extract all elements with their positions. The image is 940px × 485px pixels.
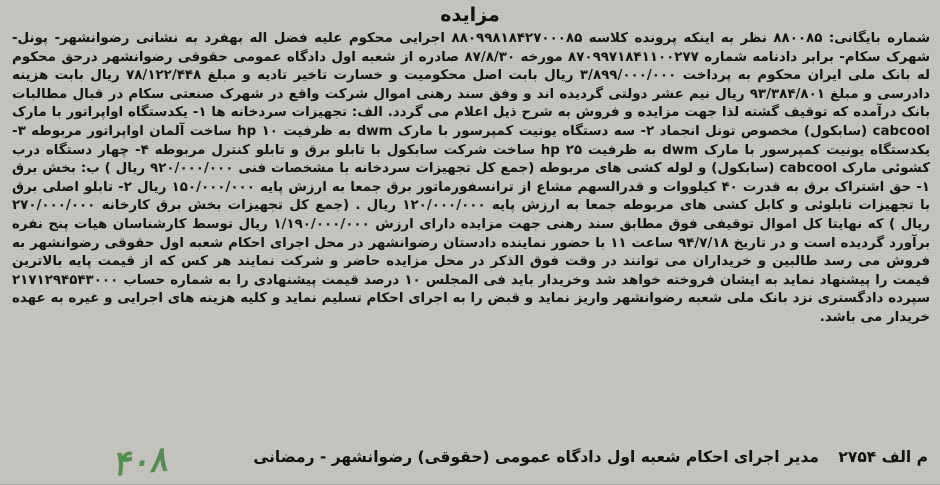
notice-signature: مدیر اجرای احکام شعبه اول دادگاه عمومی (حقوقی) رضوانشهر - رمضانی [253,448,819,466]
handwritten-stamp: ۴۰۸ [110,439,169,485]
notice-number: م الف ۲۷۵۴ [838,448,928,466]
notice-footer [24,448,928,474]
notice-body: شماره بایگانی: ۸۸۰۰۸۵ نظر به اینکه پرونده کلاسه ۸۸۰۹۹۸۱۸۴۲۷۰۰۰۸۵ اجرایی محکوم علیه فضل اله بهفرد به نشانی رضوانشهر- پونل- شهرک سکام- برابر دادنامه شماره ۸۷۰۹۹۷۱۸۴۱۱۰۰۲۷۷ مورخه ۸۷/۸/۳۰ صادره از شعبه اول دادگاه عمومی حقوقی رضوانشهر درحق محکوم له بانک ملی ایران محکوم به پرداخت ۳/۸۹۹/۰۰۰/۰۰۰ ریال بابت اصل محکومیت و خسارت تاخیر تادیه و مبلغ ۷۸/۱۲۲/۴۴۸ ریال بابت هزینه دادرسی و مبلغ ۹۳/۳۸۴/۸۰۱ ریال نیم عشر دولتی گردیده اند و وفق سند رهنی اموال شرکت واقع در شهرک صنعتی سکام در قبال مطالبات بانک درآمده که توقیف گشته لذا جهت مزایده و فروش به شرح ذیل اعلام می گردد. الف: تجهیزات سردخانه ها ۱- یکدستگاه اواپراتور با مارک cabcool (سابکول) مخصوص تونل انجماد ۲- سه دستگاه یونیت کمپرسور با مارک dwm به ظرفیت hp ۱۰ ساخت آلمان اواپراتور مربوطه ۳- یکدستگاه یونیت کمپرسور با مارک dwm به ظرفیت hp ۲۵ ساخت شرکت سابکول با تابلو برق و تابلو کنترل مربوطه ۴- چهار دستگاه درب کشوئی مارک cabcool (سابکول) و لوله کشی های مربوطه (جمع کل تجهیزات سردخانه با مشخصات فنی ۹۲۰/۰۰۰/۰۰۰ ریال ) ب: بخش برق ۱- حق اشتراک برق به قدرت ۴۰ کیلووات و قدرالسهم مشاع از ترانسفورماتور برق جمعا به ارزش پایه ۱۵۰/۰۰۰/۰۰۰ ریال ۲- تابلو اصلی برق با تجهیزات تابلوئی و کابل کشی های مربوطه جمعا به ارزش پایه ۱۲۰/۰۰۰/۰۰۰ ریال . (جمع کل تجهیزات بخش برق کارخانه ۲۷۰/۰۰۰/۰۰۰ ریال ) که نهایتا کل اموال توقیفی فوق مطابق سند رهنی جهت مزایده دارای ارزش ۱/۱۹۰/۰۰۰/۰۰۰ ریال توسط کارشناسان هیات پنج نفره برآورد گردیده است و در تاریخ ۹۴/۷/۱۸ ساعت ۱۱ با حضور نماینده دادستان رضوانشهر در محل اجرای احکام شعبه اول حقوقی رضوانشهر به فروش می رسد طالبین و خریداران می توانند در وقت فوق الذکر در محل مزایده حاضر و شرکت نمایند هر کس که از قیمت پایه بالاترین قیمت را پیشنهاد نماید به ایشان فروخته خواهد شد وخریدار باید فی المجلس ۱۰ درصد قیمت پیشنهادی را به شماره حساب ۲۱۷۱۲۹۴۵۴۳۰۰۰ سپرده دادگستری نزد بانک ملی شعبه رضوانشهر واریز نماید و قبض را به اجرای احکام تسلیم نماید و کلیه هزینه های اجرایی و غیره به عهده خریدار می باشد. [12,31,931,325]
notice-title: مزایده [440,4,500,26]
